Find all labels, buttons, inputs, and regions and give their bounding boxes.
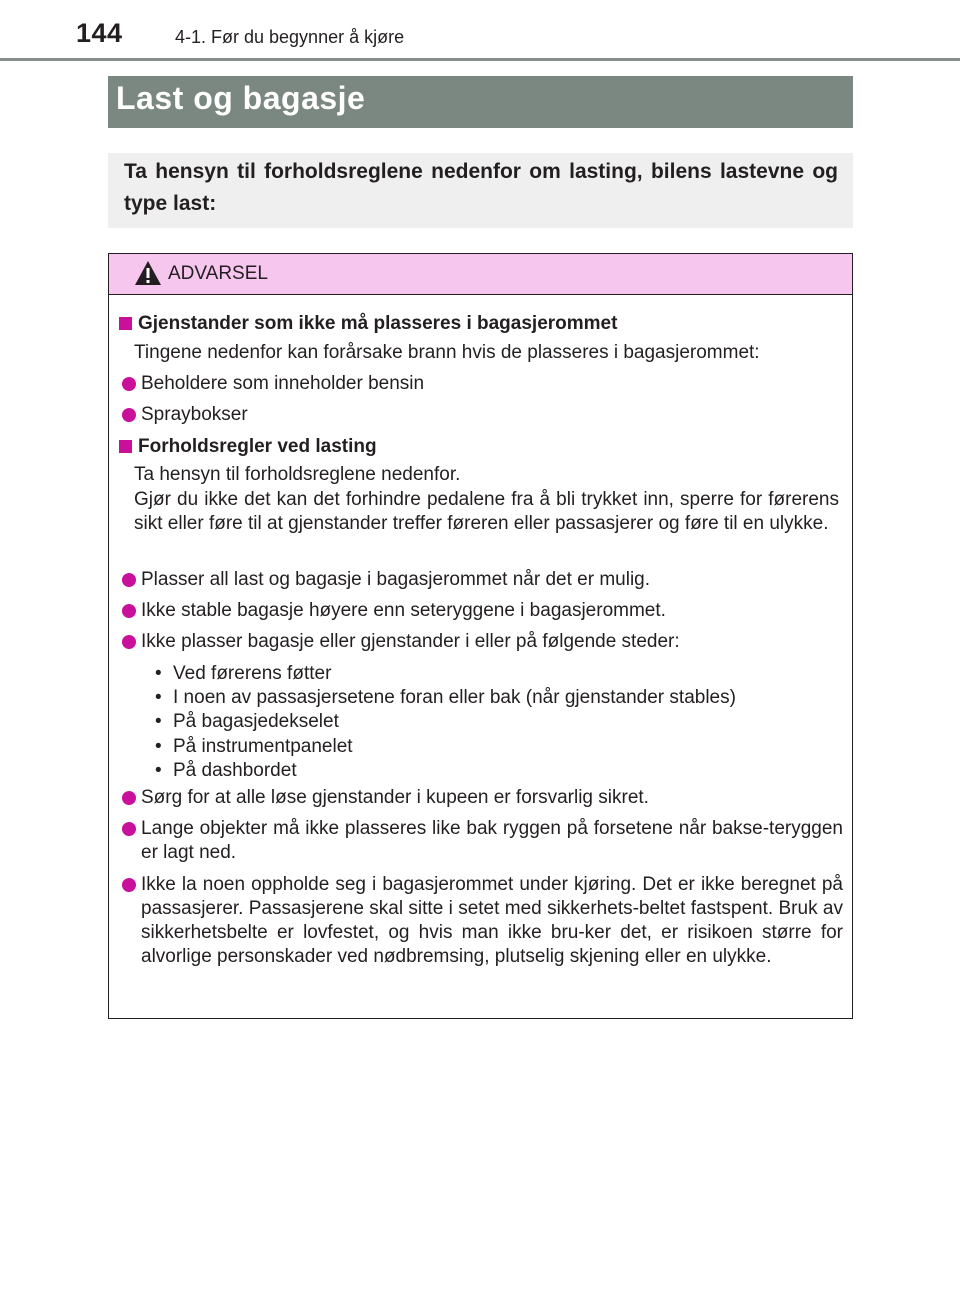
bullet-marker: •	[155, 760, 162, 781]
page-number: 144	[76, 18, 123, 48]
circle-bullet-icon	[122, 377, 136, 391]
section-title: Last og bagasje	[116, 80, 366, 116]
warning-header	[109, 254, 852, 295]
bullet-marker: •	[155, 663, 162, 684]
sub-list-item-text: Ved førerens føtter	[173, 663, 332, 684]
subheading-text: Forholdsregler ved lasting	[138, 436, 377, 457]
circle-bullet-icon	[122, 878, 136, 892]
bullet-marker: •	[155, 711, 162, 732]
list-item-text: Plasser all last og bagasje i bagasjerommet når det er mulig.	[141, 569, 651, 590]
circle-bullet-icon	[122, 408, 136, 422]
list-item-text: Ikke plasser bagasje eller gjenstander i eller på følgende steder:	[141, 631, 680, 652]
list-item	[122, 599, 843, 623]
paragraph: Ta hensyn til forholdsreglene nedenfor.	[134, 464, 461, 485]
sub-list-item-text: På dashbordet	[173, 760, 297, 781]
circle-bullet-icon	[122, 822, 136, 836]
list-item	[122, 630, 843, 654]
sub-list-item	[155, 759, 835, 783]
list-item	[122, 568, 843, 592]
sub-list-item	[155, 686, 835, 710]
list-item	[122, 403, 843, 427]
list-item	[122, 372, 843, 396]
warning-box	[108, 253, 853, 1019]
list-item	[122, 873, 843, 969]
sub-list-item-text: I noen av passasjersetene foran eller bak (når gjenstander stables)	[173, 687, 736, 708]
warning-label: ADVARSEL	[168, 263, 268, 284]
paragraph: Gjør du ikke det kan det forhindre pedalene fra å bli trykket inn, sperre for førerens sikt eller føre til at gjenstander treffer føreren eller passasjerer og føre til en ulykke.	[134, 489, 839, 534]
list-item-text: Ikke la noen oppholde seg i bagasjerommet under kjøring. Det er ikke beregnet på passasjerer. Passasjerene skal sitte i setet med sikkerhets-beltet fastspent. Bruk av sikkerhetsbelte er lovfestet, og hvis man ikke bru-ker det, er risikoen større for alvorlige personskader ved nødbremsing, plutselig skjening eller en ulykke.	[141, 874, 843, 967]
list-item	[122, 817, 843, 865]
paragraph: Tingene nedenfor kan forårsake brann hvis de plasseres i bagasjerommet:	[134, 342, 760, 363]
sub-list-item	[155, 735, 835, 759]
subheading-text: Gjenstander som ikke må plasseres i bagasjerommet	[138, 313, 618, 334]
list-item-text: Beholdere som inneholder bensin	[141, 373, 425, 394]
chapter-title: 4-1. Før du begynner å kjøre	[175, 27, 405, 47]
list-item-text: Sørg for at alle løse gjenstander i kupeen er forsvarlig sikret.	[141, 787, 649, 808]
list-item-text: Lange objekter må ikke plasseres like bak ryggen på forsetene når bakse-teryggen er lagt ned.	[141, 818, 843, 863]
subheading-loading-precautions	[119, 435, 377, 459]
bullet-marker: •	[155, 687, 162, 708]
list-item-text: Ikke stable bagasje høyere enn seteryggene i bagasjerommet.	[141, 600, 666, 621]
circle-bullet-icon	[122, 791, 136, 805]
page-header	[0, 0, 960, 62]
list-item	[122, 786, 843, 810]
sub-list-item	[155, 710, 835, 734]
circle-bullet-icon	[122, 573, 136, 587]
sub-list-item	[155, 662, 835, 686]
circle-bullet-icon	[122, 635, 136, 649]
circle-bullet-icon	[122, 604, 136, 618]
sub-list-item-text: På bagasjedekselet	[173, 711, 339, 732]
intro-text: Ta hensyn til forholdsreglene nedenfor om lasting, bilens lastevne og type last:	[124, 160, 838, 215]
square-bullet-icon	[119, 440, 132, 453]
warning-triangle-icon	[134, 260, 162, 286]
sub-list-item-text: På instrumentpanelet	[173, 736, 353, 757]
bullet-marker: •	[155, 736, 162, 757]
header-divider	[0, 58, 960, 61]
square-bullet-icon	[119, 317, 132, 330]
list-item-text: Spraybokser	[141, 404, 248, 425]
subheading-items-not-allowed	[119, 312, 617, 336]
